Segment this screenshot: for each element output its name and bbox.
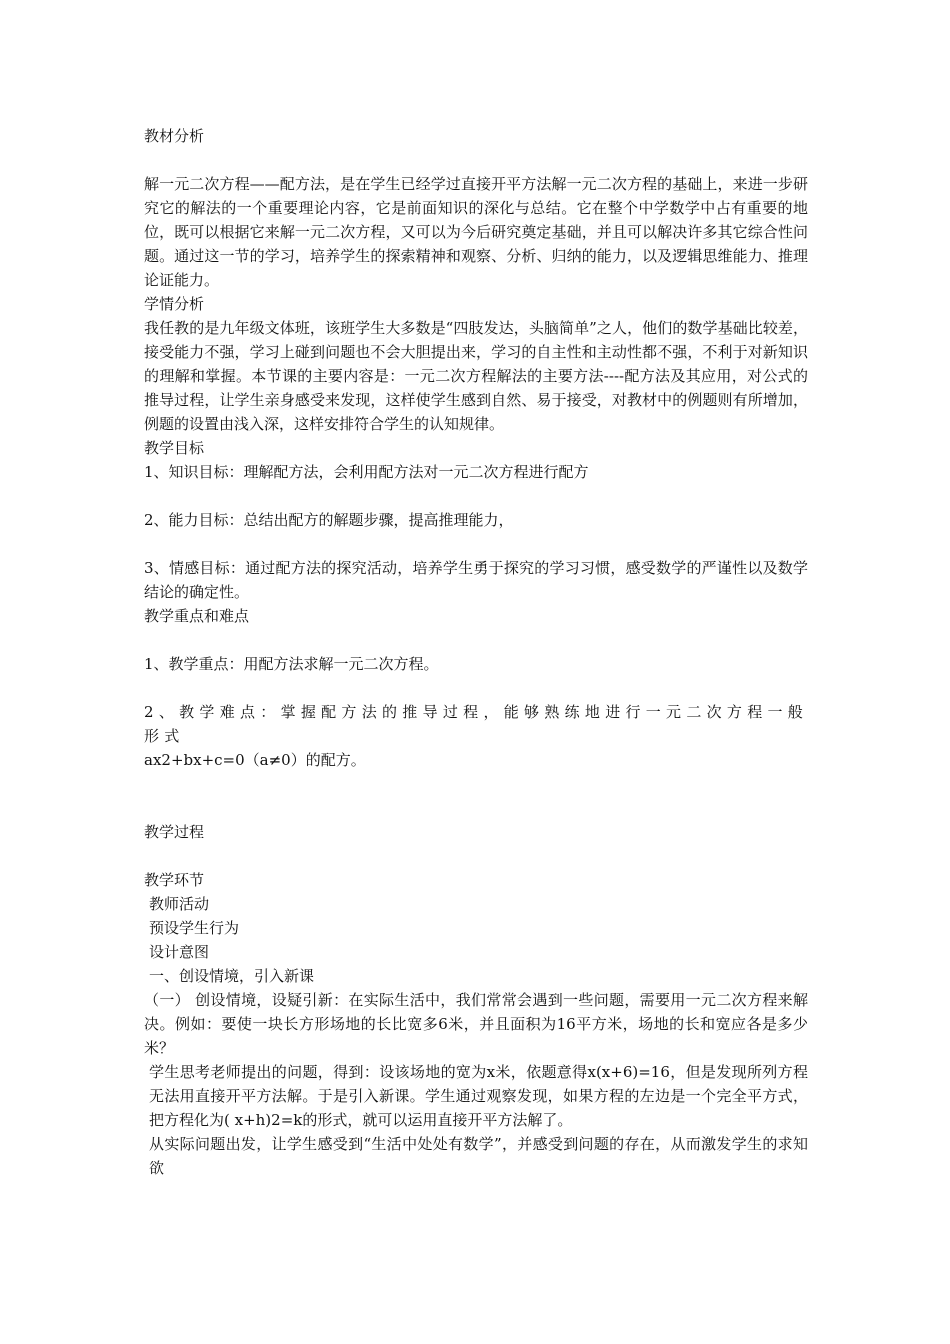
- goal-ability: 2、能力目标：总结出配方的解题步骤，提高推理能力，: [144, 511, 514, 529]
- stage-1-teacher-activity: （一） 创设情境，设疑引新：在实际生活中，我们常常会遇到一些问题，需要用一元二次方程来解决。例如：要使一块长方形场地的长比宽多6米，并且面积为16平方米，场地的长和宽应各是多少米？: [144, 991, 808, 1057]
- column-student-behavior: 预设学生行为: [149, 919, 240, 937]
- stage-1-design-intent: 从实际问题出发，让学生感受到“生活中处处有数学”，并感受到问题的存在，从而激发学生的求知欲: [149, 1135, 808, 1177]
- paragraph-textbook-analysis: 解一元二次方程——配方法，是在学生已经学过直接开平方法解一元二次方程的基础上，来进一步研究它的解法的一个重要理论内容，它是前面知识的深化与总结。它在整个中学数学中占有重要的地位，既可以根据它来解一元二次方程，又可以为今后研究奠定基础，并且可以解决许多其它综合性问题。通过这一节的学习，培养学生的探索精神和观察、分析、归纳的能力，以及逻辑思维能力、推理论证能力。: [144, 175, 808, 289]
- goal-emotion: 3、情感目标：通过配方法的探究活动，培养学生勇于探究的学习习惯，感受数学的严谨性以及数学结论的确定性。: [144, 559, 808, 601]
- document-body: [144, 124, 808, 1180]
- heading-textbook-analysis: 教材分析: [144, 127, 205, 145]
- heading-student-analysis: 学情分析: [144, 295, 205, 313]
- heading-teaching-process: 教学过程: [144, 823, 205, 841]
- column-design-intent: 设计意图: [149, 943, 210, 961]
- difficult-point-line2: ax2+bx+c=0（a≠0）的配方。: [144, 751, 366, 769]
- column-teaching-stage: 教学环节: [144, 871, 205, 889]
- paragraph-student-analysis: 我任教的是九年级文体班，该班学生大多数是“四肢发达，头脑简单”之人，他们的数学基础比较差，接受能力不强，学习上碰到问题也不会大胆提出来，学习的自主性和主动性都不强，不利于对新知识的理解和掌握。本节课的主要内容是：一元二次方程解法的主要方法----配方法及其应用，对公式的推导过程，让学生亲身感受来发现，这样使学生感到自然、易于接受，对教材中的例题则有所增加，例题的设置由浅入深，这样安排符合学生的认知规律。: [144, 319, 808, 433]
- key-point: 1、教学重点：用配方法求解一元二次方程。: [144, 655, 439, 673]
- column-teacher-activity: 教师活动: [149, 895, 210, 913]
- goal-knowledge: 1、知识目标：理解配方法，会利用配方法对一元二次方程进行配方: [144, 463, 589, 481]
- difficult-point-line1: 2、教学难点：掌握配方法的推导过程，能够熟练地进行一元二次方程一般形式: [144, 703, 808, 745]
- heading-teaching-goals: 教学目标: [144, 439, 205, 457]
- stage-1-title: 一、创设情境，引入新课: [149, 967, 315, 985]
- heading-key-difficult-points: 教学重点和难点: [144, 607, 250, 625]
- stage-1-student-behavior: 学生思考老师提出的问题，得到：设该场地的宽为x米，依题意得x(x+6)=16，但是发现所列方程无法用直接开平方法解。于是引入新课。学生通过观察发现，如果方程的左边是一个完全平方式，把方程化为( x+h)2=k的形式，就可以运用直接开平方法解了。: [149, 1063, 808, 1129]
